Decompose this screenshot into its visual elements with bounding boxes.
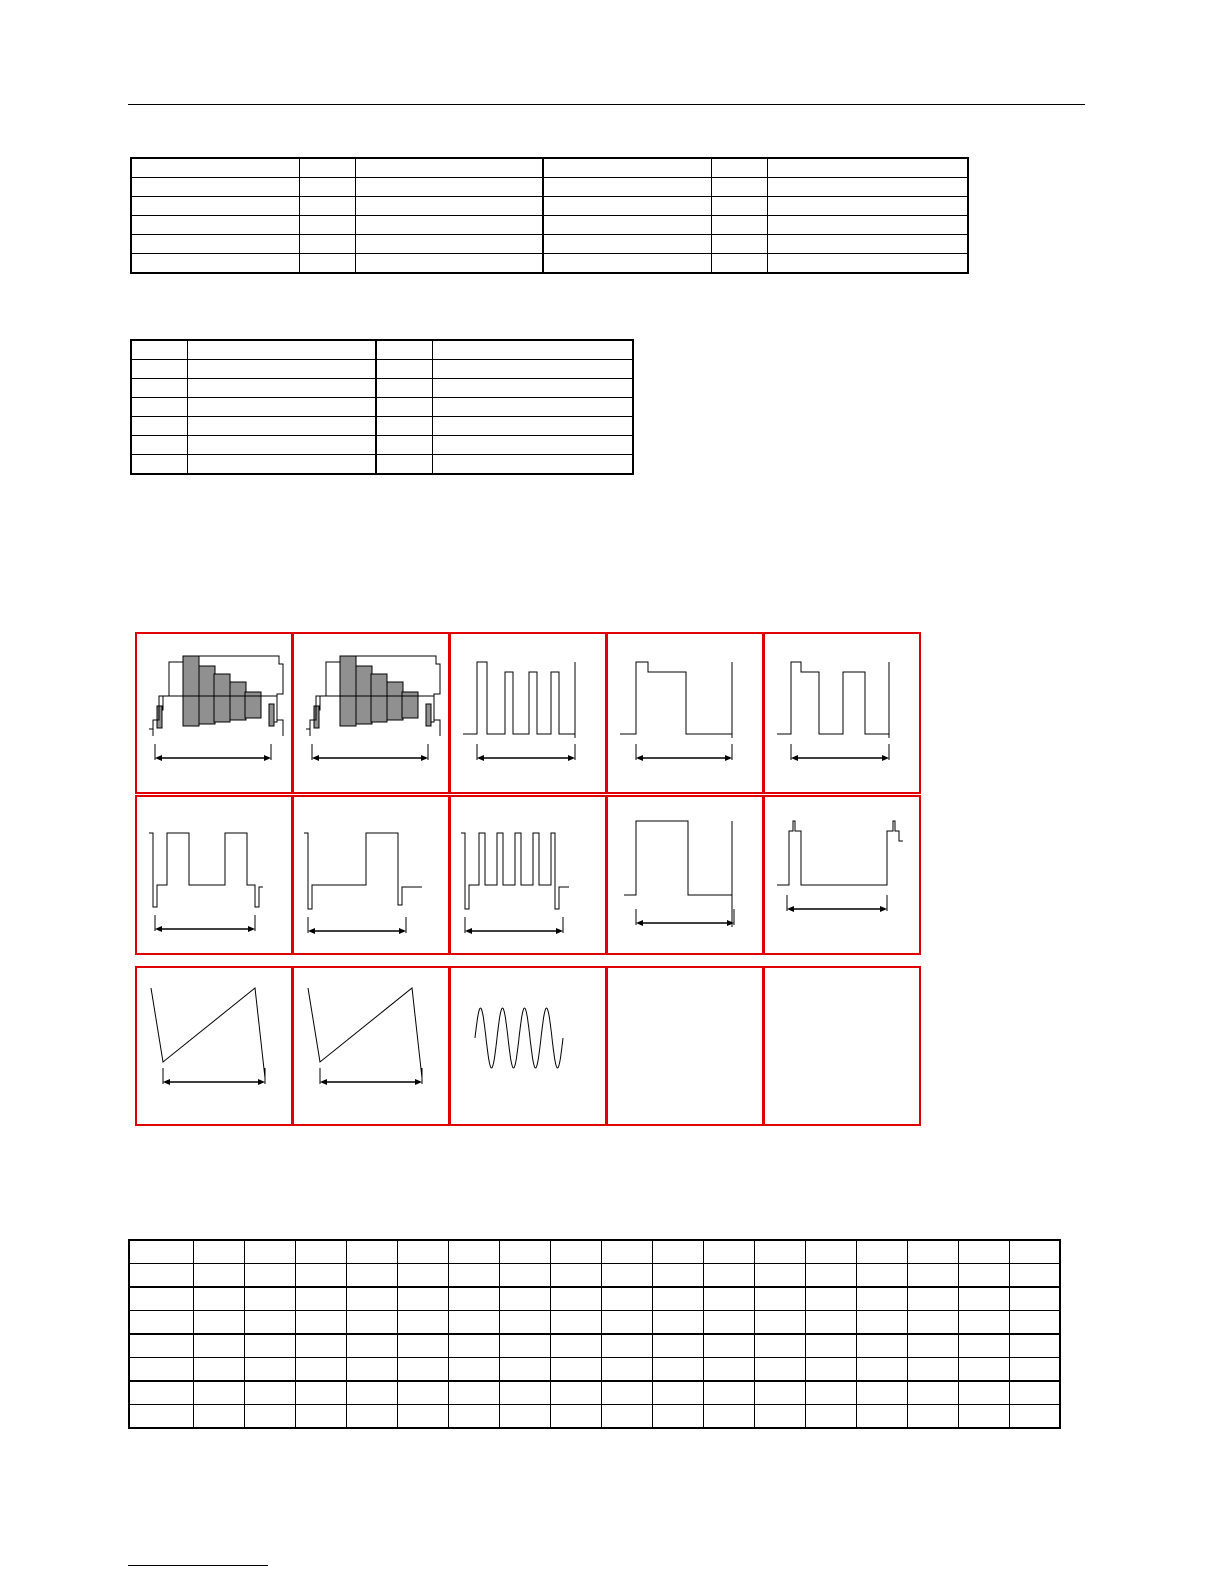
table-cell (907, 1264, 958, 1288)
table-cell (1009, 1381, 1060, 1405)
table-cell (432, 436, 633, 455)
table-row (131, 254, 968, 274)
table-cell (907, 1311, 958, 1335)
table-cell (907, 1334, 958, 1358)
table-cell (131, 197, 299, 216)
table-cell (187, 436, 376, 455)
table-cell (432, 379, 633, 398)
table-cell (129, 1358, 193, 1382)
table-cell (295, 1264, 346, 1288)
table-cell (543, 235, 711, 254)
waveform-cell (292, 795, 450, 955)
table-cell (958, 1240, 1009, 1264)
table-row (129, 1334, 1060, 1358)
table-cell (856, 1381, 907, 1405)
table-cell (550, 1334, 601, 1358)
waveform-cell (449, 795, 607, 955)
table-cell (652, 1311, 703, 1335)
table-cell (376, 340, 432, 360)
table-row (129, 1240, 1060, 1264)
table-cell (754, 1334, 805, 1358)
waveform-cell (606, 795, 764, 955)
table-cell (703, 1240, 754, 1264)
table-cell (131, 216, 299, 235)
table-cell (958, 1381, 1009, 1405)
table-cell (754, 1311, 805, 1335)
table-cell (856, 1240, 907, 1264)
table-cell (346, 1264, 397, 1288)
table-cell (193, 1405, 244, 1429)
table-cell (346, 1287, 397, 1311)
table-cell (907, 1287, 958, 1311)
table-cell (397, 1240, 448, 1264)
table-cell (129, 1264, 193, 1288)
table-cell (397, 1264, 448, 1288)
table-cell (397, 1381, 448, 1405)
table-cell (805, 1264, 856, 1288)
table-cell (187, 398, 376, 417)
table-row (129, 1358, 1060, 1382)
table-cell (543, 178, 711, 197)
table-cell (299, 254, 355, 274)
table-cell (295, 1287, 346, 1311)
waveform-cell (449, 632, 607, 794)
table-cell (601, 1358, 652, 1382)
table-cell (131, 436, 187, 455)
table-cell (907, 1240, 958, 1264)
table-cell (958, 1287, 1009, 1311)
table-cell (187, 379, 376, 398)
table-cell (856, 1311, 907, 1335)
table-cell (805, 1358, 856, 1382)
table-cell (805, 1287, 856, 1311)
table-cell (244, 1287, 295, 1311)
table-cell (346, 1240, 397, 1264)
table-cell (499, 1381, 550, 1405)
table-cell (131, 398, 187, 417)
table-cell (193, 1311, 244, 1335)
table-cell (652, 1240, 703, 1264)
table-cell (299, 235, 355, 254)
table-cell (550, 1240, 601, 1264)
table-cell (907, 1405, 958, 1429)
table-cell (129, 1405, 193, 1429)
table-bottom (128, 1239, 1061, 1429)
table-cell (131, 158, 299, 178)
table-cell (767, 158, 968, 178)
table-cell (856, 1264, 907, 1288)
table-cell (652, 1381, 703, 1405)
table-cell (601, 1381, 652, 1405)
table-row (129, 1287, 1060, 1311)
sawtooth-waveform-icon (137, 968, 294, 1128)
table-cell (711, 235, 767, 254)
stepped-staircase-waveform-icon (137, 634, 294, 796)
table-cell (397, 1358, 448, 1382)
table-row (131, 417, 633, 436)
table-row (131, 360, 633, 379)
table-cell (397, 1287, 448, 1311)
table-cell (703, 1381, 754, 1405)
table-cell (1009, 1240, 1060, 1264)
table-cell (448, 1240, 499, 1264)
table-cell (805, 1240, 856, 1264)
table-cell (601, 1240, 652, 1264)
table-cell (958, 1264, 1009, 1288)
table-cell (703, 1287, 754, 1311)
table-cell (432, 340, 633, 360)
table-cell (193, 1240, 244, 1264)
table-cell (299, 216, 355, 235)
table-cell (244, 1311, 295, 1335)
table-cell (856, 1358, 907, 1382)
table-cell (907, 1381, 958, 1405)
table-cell (499, 1311, 550, 1335)
table-cell (131, 455, 187, 475)
table-cell (355, 158, 543, 178)
footer-rule (128, 1565, 268, 1566)
table-cell (448, 1264, 499, 1288)
table-row (131, 436, 633, 455)
waveform-cell (292, 632, 450, 794)
table-cell (131, 178, 299, 197)
table-cell (767, 216, 968, 235)
table-cell (499, 1264, 550, 1288)
table-cell (550, 1264, 601, 1288)
table-cell (193, 1358, 244, 1382)
waveform-cell (135, 795, 293, 955)
table-cell (711, 254, 767, 274)
table-cell (355, 235, 543, 254)
table-cell (129, 1311, 193, 1335)
table-row (131, 379, 633, 398)
table-cell (295, 1311, 346, 1335)
table-cell (448, 1358, 499, 1382)
table-cell (295, 1334, 346, 1358)
table-cell (543, 197, 711, 216)
table-cell (499, 1358, 550, 1382)
table-row (131, 340, 633, 360)
table-cell (376, 360, 432, 379)
waveform-cell-empty (763, 966, 921, 1126)
table-cell (244, 1358, 295, 1382)
table-cell (601, 1311, 652, 1335)
table-cell (499, 1287, 550, 1311)
table-middle (130, 339, 634, 475)
table-cell (499, 1334, 550, 1358)
table-cell (711, 197, 767, 216)
table-cell (299, 158, 355, 178)
table-cell (754, 1381, 805, 1405)
table-cell (543, 216, 711, 235)
table-cell (187, 455, 376, 475)
table-cell (711, 158, 767, 178)
table-cell (1009, 1358, 1060, 1382)
table-cell (295, 1405, 346, 1429)
table-cell (376, 455, 432, 475)
table-cell (187, 417, 376, 436)
table-row (129, 1405, 1060, 1429)
waveform-grid (135, 632, 919, 1126)
table-cell (754, 1358, 805, 1382)
table-cell (958, 1334, 1009, 1358)
table-cell (244, 1381, 295, 1405)
table-cell (754, 1287, 805, 1311)
sine-waveform-icon (451, 968, 608, 1128)
table-cell (754, 1405, 805, 1429)
table-cell (601, 1287, 652, 1311)
table-cell (1009, 1287, 1060, 1311)
waveform-cell (292, 966, 450, 1126)
waveform-cell (763, 632, 921, 794)
table-cell (448, 1334, 499, 1358)
table-cell (187, 360, 376, 379)
table-cell (550, 1405, 601, 1429)
table-cell (432, 398, 633, 417)
table-cell (754, 1240, 805, 1264)
table-cell (550, 1311, 601, 1335)
table-cell (856, 1405, 907, 1429)
table-cell (376, 379, 432, 398)
table-cell (652, 1287, 703, 1311)
table-cell (1009, 1264, 1060, 1288)
table-cell (543, 158, 711, 178)
table-cell (543, 254, 711, 274)
table-cell (805, 1311, 856, 1335)
table-cell (131, 360, 187, 379)
waveform-cell (135, 632, 293, 794)
waveform-cell (135, 966, 293, 1126)
table-cell (703, 1358, 754, 1382)
table-cell (346, 1381, 397, 1405)
table-cell (805, 1334, 856, 1358)
table-cell (346, 1334, 397, 1358)
table-row (129, 1381, 1060, 1405)
waveform-cell (449, 966, 607, 1126)
waveform-cell (763, 795, 921, 955)
table-cell (448, 1405, 499, 1429)
table-cell (295, 1358, 346, 1382)
header-rule (128, 104, 1085, 105)
table-cell (131, 340, 187, 360)
table-cell (499, 1240, 550, 1264)
table-cell (299, 178, 355, 197)
table-cell (432, 360, 633, 379)
table-cell (193, 1381, 244, 1405)
table-cell (397, 1405, 448, 1429)
table-top (130, 157, 969, 274)
table-cell (193, 1264, 244, 1288)
table-cell (346, 1311, 397, 1335)
table-cell (355, 216, 543, 235)
table-cell (767, 235, 968, 254)
table-cell (376, 398, 432, 417)
single-step-square-waveform-icon (608, 634, 765, 796)
double-pulse-pedestal-waveform-icon (137, 797, 294, 957)
table-cell (907, 1358, 958, 1382)
table-cell (129, 1240, 193, 1264)
table-cell (703, 1264, 754, 1288)
table-row (131, 235, 968, 254)
table-cell (703, 1334, 754, 1358)
table-row (131, 178, 968, 197)
table-cell (754, 1264, 805, 1288)
table-cell (432, 417, 633, 436)
table-cell (601, 1405, 652, 1429)
table-row (131, 197, 968, 216)
table-cell (767, 197, 968, 216)
table-cell (129, 1287, 193, 1311)
table-cell (448, 1311, 499, 1335)
table-row (131, 158, 968, 178)
table-cell (244, 1405, 295, 1429)
table-cell (448, 1381, 499, 1405)
table-cell (1009, 1311, 1060, 1335)
table-cell (295, 1381, 346, 1405)
table-cell (652, 1358, 703, 1382)
table-cell (397, 1311, 448, 1335)
table-cell (550, 1287, 601, 1311)
table-cell (805, 1405, 856, 1429)
table-cell (131, 379, 187, 398)
table-row (129, 1311, 1060, 1335)
table-cell (767, 254, 968, 274)
table-cell (355, 178, 543, 197)
table-cell (244, 1334, 295, 1358)
table-cell (355, 254, 543, 274)
table-cell (958, 1405, 1009, 1429)
table-row (131, 398, 633, 417)
table-cell (131, 235, 299, 254)
waveform-cell-empty (606, 966, 764, 1126)
table-row (131, 455, 633, 475)
table-cell (244, 1240, 295, 1264)
staircase-up-waveform-icon (294, 797, 451, 957)
double-pulse-square-waveform-icon (765, 634, 922, 796)
table-row (129, 1264, 1060, 1288)
table-cell (601, 1334, 652, 1358)
four-pulse-square-waveform-icon (451, 634, 608, 796)
sawtooth-waveform-icon (294, 968, 451, 1128)
table-cell (958, 1311, 1009, 1335)
table-cell (601, 1264, 652, 1288)
table-cell (129, 1334, 193, 1358)
single-square-waveform-icon (608, 797, 765, 957)
table-cell (856, 1287, 907, 1311)
table-cell (703, 1405, 754, 1429)
table-cell (1009, 1405, 1060, 1429)
table-cell (244, 1264, 295, 1288)
table-cell (805, 1381, 856, 1405)
table-cell (550, 1358, 601, 1382)
table-cell (703, 1311, 754, 1335)
table-cell (1009, 1334, 1060, 1358)
table-cell (295, 1240, 346, 1264)
table-cell (193, 1287, 244, 1311)
table-row (131, 216, 968, 235)
table-cell (767, 178, 968, 197)
table-cell (499, 1405, 550, 1429)
table-cell (376, 436, 432, 455)
end-spike-pulse-waveform-icon (765, 797, 922, 957)
table-cell (652, 1264, 703, 1288)
table-cell (652, 1405, 703, 1429)
table-cell (299, 197, 355, 216)
table-cell (856, 1334, 907, 1358)
table-cell (187, 340, 376, 360)
table-cell (131, 254, 299, 274)
table-cell (346, 1405, 397, 1429)
table-cell (397, 1334, 448, 1358)
table-cell (376, 417, 432, 436)
waveform-cell (606, 632, 764, 794)
table-cell (958, 1358, 1009, 1382)
table-cell (448, 1287, 499, 1311)
five-pulse-pedestal-waveform-icon (451, 797, 608, 957)
table-cell (711, 178, 767, 197)
table-cell (432, 455, 633, 475)
table-cell (193, 1334, 244, 1358)
table-cell (355, 197, 543, 216)
table-cell (550, 1381, 601, 1405)
table-cell (131, 417, 187, 436)
table-cell (346, 1358, 397, 1382)
table-cell (129, 1381, 193, 1405)
stepped-staircase-waveform-icon (294, 634, 451, 796)
table-cell (652, 1334, 703, 1358)
table-cell (711, 216, 767, 235)
